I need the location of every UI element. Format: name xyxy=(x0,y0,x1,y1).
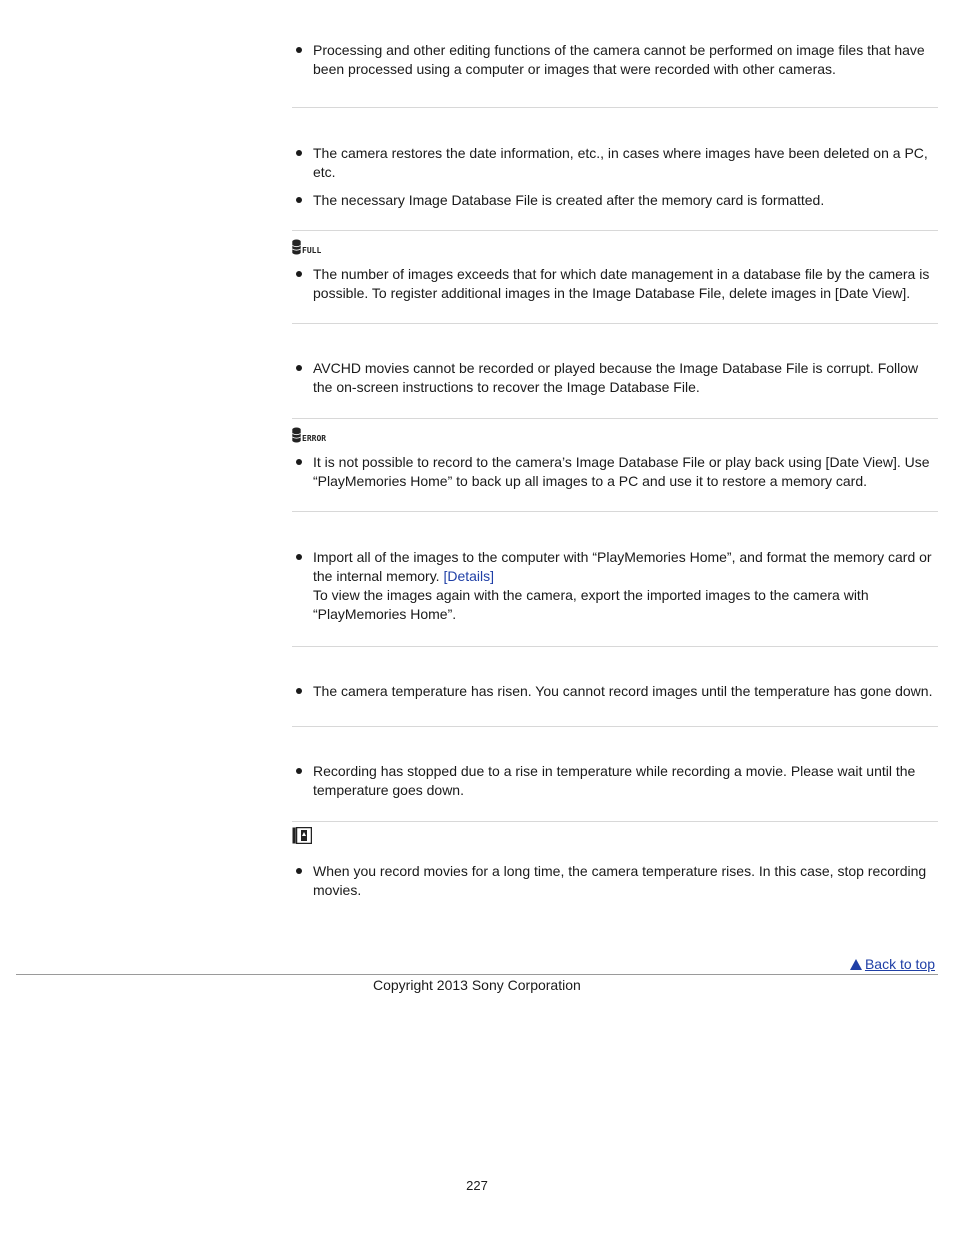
section-3 xyxy=(292,265,938,303)
list-item: Recording has stopped due to a rise in temperature while recording a movie. Please wait until the temperature goes down. xyxy=(292,762,938,800)
section-1 xyxy=(292,41,938,86)
bullet-list xyxy=(292,682,938,701)
bullet-list xyxy=(292,144,938,210)
copyright: Copyright 2013 Sony Corporation xyxy=(373,977,581,993)
bullet-list xyxy=(292,453,938,491)
section-6 xyxy=(292,548,938,624)
section-title xyxy=(292,235,938,256)
icon-label: FULL xyxy=(302,245,322,255)
section-4 xyxy=(292,359,938,397)
database-full-icon xyxy=(292,237,321,255)
section-5 xyxy=(292,453,938,491)
back-to-top-label: Back to top xyxy=(864,956,935,972)
icon-label: ERROR xyxy=(302,433,327,443)
bullet-list xyxy=(292,41,938,79)
bullet-list xyxy=(292,762,938,800)
bullet-list xyxy=(292,359,938,397)
list-item: AVCHD movies cannot be recorded or played because the Image Database File is corrupt. Follow the on-screen instructions to recover the Image Database File. xyxy=(292,359,938,397)
list-item xyxy=(292,548,938,624)
bullet-list xyxy=(292,265,938,303)
database-error-icon xyxy=(292,425,326,443)
section-7 xyxy=(292,682,938,701)
list-item: The camera restores the date information, etc., in cases where images have been deleted on a PC, etc. xyxy=(292,144,938,182)
item-text: Import all of the images to the computer with “PlayMemories Home”, and format the memory card or the internal memory. xyxy=(313,549,932,584)
list-item: The number of images exceeds that for which date management in a database file by the camera is possible. To register additional images in the Image Database File, delete images in [Date View]. xyxy=(292,265,938,303)
bullet-list xyxy=(292,548,938,624)
list-item: The necessary Image Database File is created after the memory card is formatted. xyxy=(292,191,938,210)
list-item: It is not possible to record to the camera’s Image Database File or play back using [Date View]. Use “PlayMemories Home” to back up all images to a PC and use it to restore a memory card. xyxy=(292,453,938,491)
footer-divider xyxy=(16,974,938,975)
item-text: To view the images again with the camera, export the imported images to the camera with “PlayMemories Home”. xyxy=(313,587,869,622)
temperature-warning-icon xyxy=(292,827,312,849)
page-number: 227 xyxy=(466,1178,488,1193)
list-item: The camera temperature has risen. You cannot record images until the temperature has gone down. xyxy=(292,682,938,701)
list-item: Processing and other editing functions of the camera cannot be performed on image files that have been processed using a computer or images that were recorded with other cameras. xyxy=(292,41,938,79)
details-link[interactable]: [Details] xyxy=(443,568,495,584)
section-8 xyxy=(292,762,938,800)
section-title xyxy=(292,423,938,444)
list-item: When you record movies for a long time, the camera temperature rises. In this case, stop recording movies. xyxy=(292,862,938,900)
section-2 xyxy=(292,144,938,210)
back-to-top-link[interactable] xyxy=(850,955,935,974)
bullet-list xyxy=(292,862,938,900)
main-content xyxy=(292,41,938,900)
section-9 xyxy=(292,862,938,900)
section-title xyxy=(292,827,938,848)
up-arrow-icon xyxy=(850,959,862,970)
